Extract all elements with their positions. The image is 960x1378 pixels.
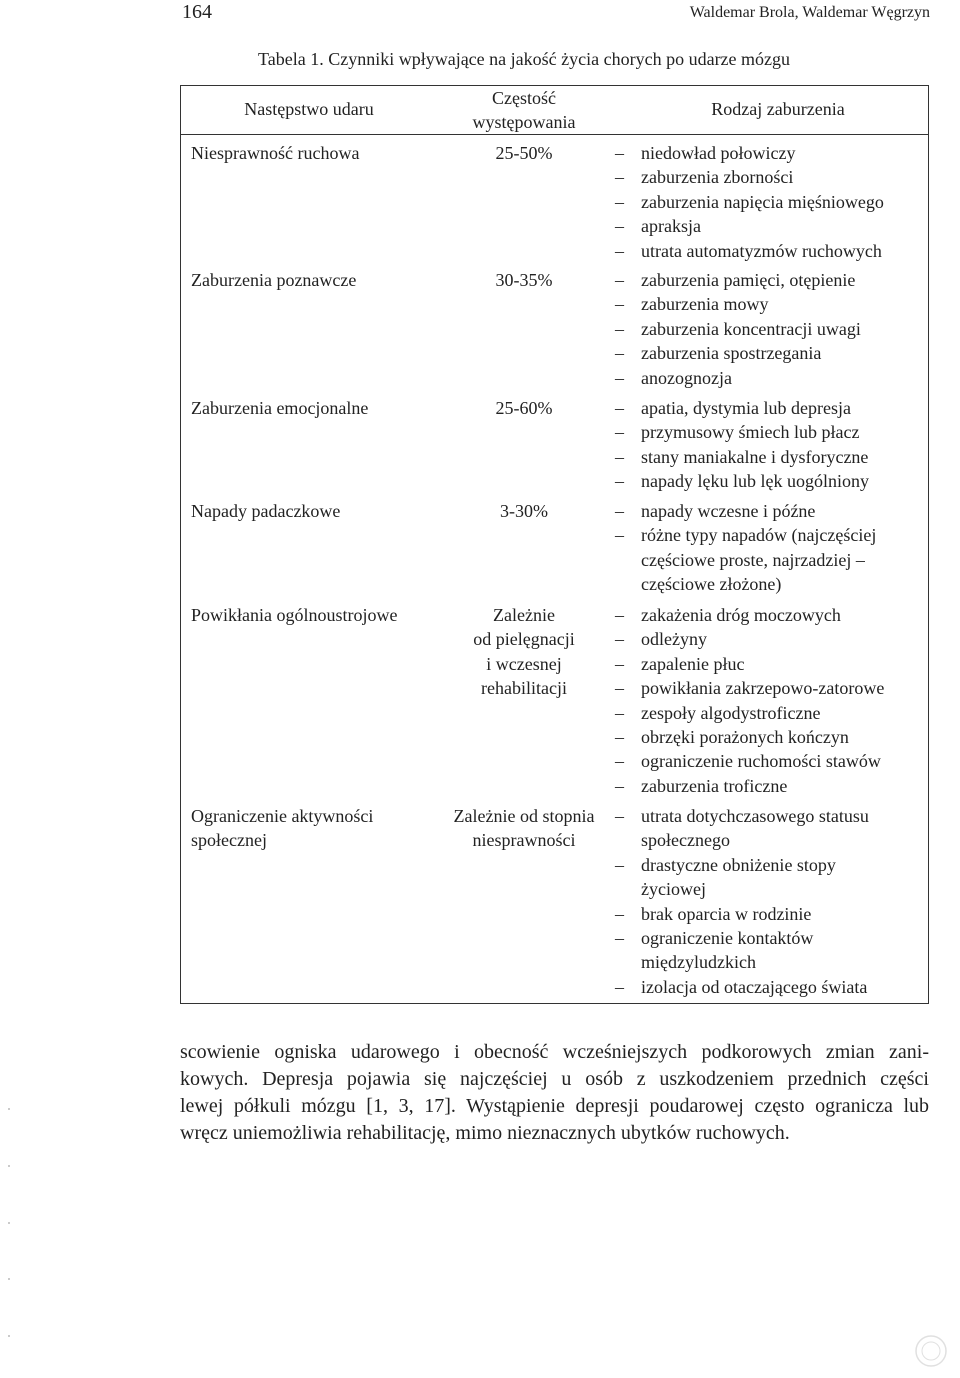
body-line: scowienie ogniska udarowego i obecność wcześniejszych podkorowych zmian zani- — [180, 1041, 929, 1063]
list-item — [615, 725, 925, 749]
types-list — [615, 268, 925, 390]
dash-icon: – — [615, 471, 624, 492]
column-header-frequency — [440, 86, 608, 134]
cell-effect-line: społecznej — [191, 830, 267, 851]
list-item — [615, 926, 925, 975]
list-item-text: stany maniakalne i dysforyczne — [641, 446, 869, 467]
dash-icon: – — [615, 775, 624, 796]
list-item — [615, 701, 925, 725]
list-item — [615, 317, 925, 341]
scan-artifact — [8, 1222, 10, 1224]
list-item — [615, 627, 925, 651]
list-item-text: życiowej — [641, 879, 706, 900]
cell-types — [615, 804, 925, 999]
list-item — [615, 804, 925, 853]
body-line: lewej półkuli mózgu [1, 3, 17]. Wystąpienie depresji poudarowej często ogranicza lub — [180, 1095, 929, 1117]
list-item — [615, 774, 925, 798]
dash-icon: – — [615, 216, 624, 237]
cell-frequency-line: 3-30% — [500, 501, 548, 521]
cell-frequency-line: od pielęgnacji — [473, 629, 575, 650]
list-item — [615, 975, 925, 999]
dash-icon: – — [615, 143, 624, 163]
dash-icon: – — [615, 678, 624, 699]
list-item-text: zespoły algodystroficzne — [641, 702, 821, 723]
list-item — [615, 469, 925, 493]
list-item-text: powikłania zakrzepowo-zatorowe — [641, 678, 885, 699]
list-item — [615, 165, 925, 189]
cell-effect — [191, 268, 431, 292]
cell-frequency-line: niesprawności — [472, 830, 576, 851]
cell-effect-line: Ograniczenie aktywności — [191, 806, 374, 826]
dash-icon: – — [615, 167, 624, 188]
cell-effect — [191, 804, 431, 853]
list-item-text: zapalenie płuc — [641, 653, 745, 674]
cell-types — [615, 396, 925, 494]
scan-artifact — [8, 1165, 10, 1167]
list-item — [615, 420, 925, 444]
dash-icon: – — [615, 653, 624, 674]
cell-frequency — [440, 603, 608, 701]
body-line: kowych. Depresja pojawia się najczęściej u osób z uszkodzeniem przednich części — [180, 1068, 929, 1090]
list-item-text: zaburzenia napięcia mięśniowego — [641, 191, 884, 212]
cell-frequency-line: 25-60% — [495, 398, 553, 418]
list-item-text: drastyczne obniżenie stopy — [641, 854, 836, 875]
cell-effect-line: Napady padaczkowe — [191, 501, 341, 521]
cell-effect — [191, 499, 431, 523]
list-item — [615, 292, 925, 316]
list-item-text: różne typy napadów (najczęściej — [641, 525, 877, 546]
cell-effect — [191, 141, 431, 165]
list-item-text: zaburzenia spostrzegania — [641, 343, 822, 364]
list-item — [615, 341, 925, 365]
cell-frequency-line: Zależnie — [493, 605, 555, 625]
dash-icon: – — [615, 446, 624, 467]
list-item-text: częściowe proste, najrzadziej – — [641, 549, 865, 570]
list-item — [615, 523, 925, 596]
cell-effect — [191, 603, 431, 627]
list-item-text: napady wczesne i późne — [641, 501, 816, 521]
list-item — [615, 141, 925, 165]
cell-frequency — [440, 804, 608, 853]
dash-icon: – — [615, 727, 624, 748]
cell-frequency-line: 30-35% — [495, 270, 553, 290]
list-item-text: odleżyny — [641, 629, 707, 650]
list-item — [615, 214, 925, 238]
cell-frequency — [440, 141, 608, 165]
list-item-text: apraksja — [641, 216, 701, 237]
types-list — [615, 804, 925, 999]
list-item-text: napady lęku lub lęk uogólniony — [641, 471, 869, 492]
types-list — [615, 499, 925, 597]
dash-icon: – — [615, 854, 624, 875]
cell-effect-line: Niesprawność ruchowa — [191, 143, 360, 163]
cell-types — [615, 499, 925, 597]
list-item-text: częściowe złożone) — [641, 574, 782, 595]
watermark-icon — [914, 1334, 948, 1368]
running-head-authors: Waldemar Brola, Waldemar Węgrzyn — [689, 4, 930, 21]
types-list — [615, 396, 925, 494]
list-item-text: anozognozja — [641, 367, 732, 388]
dash-icon: – — [615, 702, 624, 723]
table-caption: Tabela 1. Czynniki wpływające na jakość życia chorych po udarze mózgu — [258, 49, 791, 69]
cell-frequency — [440, 268, 608, 292]
dash-icon: – — [615, 605, 624, 625]
list-item-text: zakażenia dróg moczowych — [641, 605, 841, 625]
list-item — [615, 676, 925, 700]
dash-icon: – — [615, 751, 624, 772]
list-item-text: utrata dotychczasowego statusu — [641, 806, 869, 826]
list-item-text: ograniczenie ruchomości stawów — [641, 751, 881, 772]
dash-icon: – — [615, 294, 624, 315]
list-item-text: zaburzenia koncentracji uwagi — [641, 318, 861, 339]
dash-icon: – — [615, 928, 624, 949]
types-list — [615, 603, 925, 798]
dash-icon: – — [615, 240, 624, 261]
body-paragraph — [180, 1039, 929, 1147]
list-item — [615, 499, 925, 523]
page-number: 164 — [182, 1, 212, 23]
list-item-text: zaburzenia mowy — [641, 294, 769, 315]
list-item-text: apatia, dystymia lub depresja — [641, 398, 851, 418]
cell-frequency-line: i wczesnej — [486, 653, 562, 674]
list-item — [615, 190, 925, 214]
cell-frequency-line: 25-50% — [495, 143, 553, 163]
list-item-text: społecznego — [641, 830, 730, 851]
list-item-text: obrzęki porażonych kończyn — [641, 727, 849, 748]
column-header-effect: Następstwo udaru — [244, 99, 374, 119]
cell-types — [615, 268, 925, 390]
dash-icon: – — [615, 806, 624, 826]
dash-icon: – — [615, 501, 624, 521]
cell-effect-line: Zaburzenia emocjonalne — [191, 398, 369, 418]
dash-icon: – — [615, 191, 624, 212]
dash-icon: – — [615, 525, 624, 546]
cell-effect — [191, 396, 431, 420]
list-item-text: zaburzenia zborności — [641, 167, 794, 188]
list-item-text: ograniczenie kontaktów — [641, 928, 814, 949]
table-header-divider — [180, 134, 929, 135]
list-item — [615, 652, 925, 676]
cell-effect-line: Powikłania ogólnoustrojowe — [191, 605, 398, 625]
dash-icon: – — [615, 976, 624, 997]
cell-frequency-line: rehabilitacji — [481, 678, 567, 699]
column-header-frequency-line2: występowania — [472, 112, 576, 132]
dash-icon: – — [615, 318, 624, 339]
list-item — [615, 396, 925, 420]
dash-icon: – — [615, 270, 624, 290]
list-item-text: międzyludzkich — [641, 952, 756, 973]
list-item — [615, 853, 925, 902]
list-item — [615, 366, 925, 390]
list-item — [615, 239, 925, 263]
list-item-text: zaburzenia pamięci, otępienie — [641, 270, 856, 290]
dash-icon: – — [615, 629, 624, 650]
list-item — [615, 749, 925, 773]
cell-types — [615, 603, 925, 798]
list-item-text: niedowład połowiczy — [641, 143, 796, 163]
scan-artifact — [8, 1278, 10, 1280]
cell-frequency — [440, 499, 608, 523]
scan-artifact — [8, 1108, 10, 1110]
body-line: wręcz uniemożliwia rehabilitację, mimo nieznacznych ubytków ruchowych. — [180, 1122, 790, 1144]
list-item-text: brak oparcia w rodzinie — [641, 903, 812, 924]
cell-effect-line: Zaburzenia poznawcze — [191, 270, 357, 290]
list-item — [615, 268, 925, 292]
list-item — [615, 603, 925, 627]
cell-types — [615, 141, 925, 263]
list-item-text: przymusowy śmiech lub płacz — [641, 422, 860, 443]
column-header-frequency-line1: Częstość — [492, 88, 556, 108]
list-item — [615, 445, 925, 469]
cell-frequency-line: Zależnie od stopnia — [453, 806, 595, 826]
types-list — [615, 141, 925, 263]
dash-icon: – — [615, 903, 624, 924]
list-item — [615, 902, 925, 926]
column-header-types: Rodzaj zaburzenia — [711, 99, 845, 119]
cell-frequency — [440, 396, 608, 420]
dash-icon: – — [615, 398, 624, 418]
list-item-text: zaburzenia troficzne — [641, 775, 788, 796]
scan-artifact — [8, 1335, 10, 1337]
dash-icon: – — [615, 422, 624, 443]
list-item-text: utrata automatyzmów ruchowych — [641, 240, 882, 261]
list-item-text: izolacja od otaczającego świata — [641, 976, 868, 997]
dash-icon: – — [615, 367, 624, 388]
dash-icon: – — [615, 343, 624, 364]
